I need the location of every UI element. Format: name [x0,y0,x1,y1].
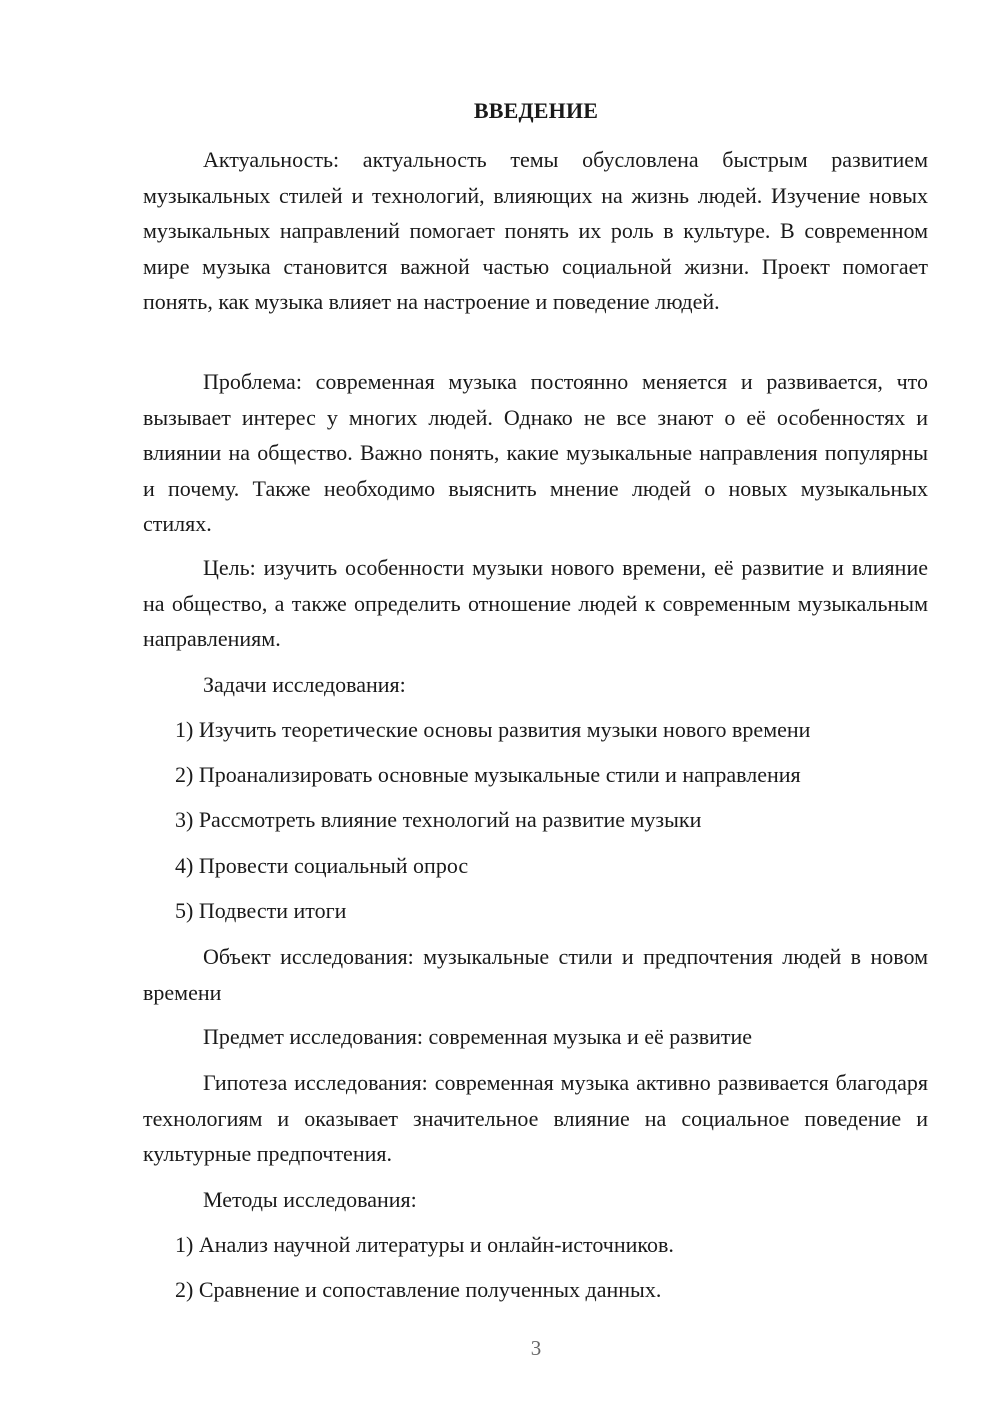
method-item: 1) Анализ научной литературы и онлайн-источников. [175,1232,674,1257]
page-number: 3 [530,1336,542,1360]
methods-title: Методы исследования: [203,1187,417,1212]
tasks-title: Задачи исследования: [203,672,406,697]
goal-paragraph: Цель: изучить особенности музыки нового времени, её развитие и влияние на общество, а также определить отношение людей к современным музыкальным направлениям. [143,555,928,651]
subject-paragraph: Предмет исследования: современная музыка и её развитие [203,1024,753,1049]
task-item: 3) Рассмотреть влияние технологий на развитие музыки [175,807,702,832]
relevance-paragraph: Актуальность: актуальность темы обусловлена быстрым развитием музыкальных стилей и технологий, влияющих на жизнь людей. Изучение новых музыкальных направлений помогает понять их роль в культуре. В современном мире музыка становится важной частью социальной жизни. Проект помогает понять, как музыка влияет на настроение и поведение людей. [143,147,928,314]
task-item: 2) Проанализировать основные музыкальные стили и направления [175,762,801,787]
section-heading: ВВЕДЕНИЕ [473,98,599,123]
task-item: 5) Подвести итоги [175,898,347,923]
method-item: 2) Сравнение и сопоставление полученных данных. [175,1277,662,1302]
task-item: 1) Изучить теоретические основы развития музыки нового времени [175,717,811,742]
object-paragraph: Объект исследования: музыкальные стили и предпочтения людей в новом времени [143,944,928,1005]
problem-paragraph: Проблема: современная музыка постоянно меняется и развивается, что вызывает интерес у многих людей. Однако не все знают о её особенностях и влиянии на общество. Важно понять, какие музыкальные направления популярны и почему. Также необходимо выяснить мнение людей о новых музыкальных стилях. [143,369,928,536]
hypothesis-paragraph: Гипотеза исследования: современная музыка активно развивается благодаря технологиям и оказывает значительное влияние на социальное поведение и культурные предпочтения. [143,1070,928,1166]
task-item: 4) Провести социальный опрос [175,853,469,878]
